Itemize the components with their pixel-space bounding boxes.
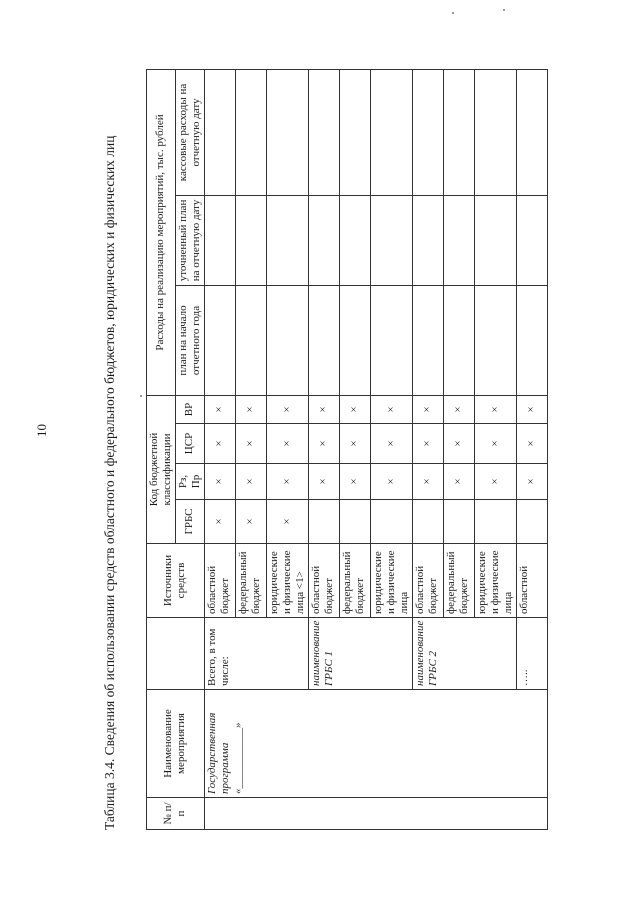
cell-csr: × bbox=[339, 424, 370, 464]
cell-vr: × bbox=[412, 395, 443, 423]
expenditure-table bbox=[146, 69, 548, 830]
cell-csr: × bbox=[204, 424, 235, 464]
cell-plan-start bbox=[266, 285, 308, 395]
scan-speck bbox=[452, 12, 454, 14]
cell-rzpr: × bbox=[443, 464, 474, 500]
cell-rzpr: × bbox=[204, 464, 235, 500]
cell-vr: × bbox=[266, 395, 308, 423]
cell-plan-refined bbox=[308, 195, 339, 285]
cell-source: юридические и физические лица bbox=[370, 544, 412, 618]
header-expenses-group: Расходы на реализацию мероприятий, тыс. рублей bbox=[147, 69, 176, 395]
cell-grbs bbox=[339, 500, 370, 544]
cell-rzpr: × bbox=[308, 464, 339, 500]
cell-cash bbox=[443, 69, 474, 195]
cell-source: федеральный бюджет bbox=[443, 544, 474, 618]
cell-program-name: Государственная программа «___________» bbox=[204, 690, 547, 798]
cell-grbs: × bbox=[204, 500, 235, 544]
cell-cash bbox=[412, 69, 443, 195]
cell-vr: × bbox=[204, 395, 235, 423]
cell-source: федеральный бюджет bbox=[235, 544, 266, 618]
cell-source: областной бюджет bbox=[412, 544, 443, 618]
header-name: Наименование мероприятия bbox=[147, 690, 205, 798]
cell-csr: × bbox=[235, 424, 266, 464]
cell-rzpr: × bbox=[412, 464, 443, 500]
cell-source: областной бюджет bbox=[308, 544, 339, 618]
cell-plan-refined bbox=[412, 195, 443, 285]
cell-source: юридические и физические лица <1> bbox=[266, 544, 308, 618]
header-cash: кассовые расходы на отчетную дату bbox=[175, 69, 204, 195]
cell-group-label: Всего, в том числе: bbox=[204, 618, 308, 690]
cell-plan-refined bbox=[516, 195, 547, 285]
cell-plan-refined bbox=[339, 195, 370, 285]
cell-csr: × bbox=[266, 424, 308, 464]
cell-csr: × bbox=[443, 424, 474, 464]
cell-cash bbox=[474, 69, 516, 195]
header-sources: Источники средств bbox=[147, 544, 205, 618]
cell-plan-refined bbox=[443, 195, 474, 285]
cell-grbs bbox=[370, 500, 412, 544]
cell-plan-refined bbox=[266, 195, 308, 285]
cell-plan-refined bbox=[370, 195, 412, 285]
header-grbs: ГРБС bbox=[175, 500, 204, 544]
cell-csr: × bbox=[370, 424, 412, 464]
cell-csr: × bbox=[308, 424, 339, 464]
table-row bbox=[204, 69, 235, 829]
header-code-group: Код бюджетной классификации bbox=[147, 395, 176, 543]
cell-plan-start bbox=[516, 285, 547, 395]
cell-grbs: × bbox=[235, 500, 266, 544]
cell-rzpr: × bbox=[266, 464, 308, 500]
cell-vr: × bbox=[339, 395, 370, 423]
cell-group-label: ….. bbox=[516, 618, 547, 690]
cell-cash bbox=[370, 69, 412, 195]
cell-plan-start bbox=[412, 285, 443, 395]
cell-cash bbox=[266, 69, 308, 195]
cell-num bbox=[204, 798, 547, 830]
cell-vr: × bbox=[370, 395, 412, 423]
cell-source: юридические и физические лица bbox=[474, 544, 516, 618]
page-number: 10 bbox=[34, 424, 49, 437]
cell-plan-start bbox=[443, 285, 474, 395]
cell-plan-refined bbox=[474, 195, 516, 285]
header-num: № п/п bbox=[147, 798, 205, 830]
cell-plan-start bbox=[339, 285, 370, 395]
cell-vr: × bbox=[235, 395, 266, 423]
cell-vr: × bbox=[308, 395, 339, 423]
header-csr: ЦСР bbox=[175, 424, 204, 464]
header-plan-refined: уточненный план на отчетную дату bbox=[175, 195, 204, 285]
cell-rzpr: × bbox=[235, 464, 266, 500]
cell-cash bbox=[516, 69, 547, 195]
cell-grbs bbox=[516, 500, 547, 544]
cell-group-label: наименование ГРБС 1 bbox=[308, 618, 412, 690]
cell-plan-refined bbox=[204, 195, 235, 285]
header-plan-start: план на начало отчетного года bbox=[175, 285, 204, 395]
cell-grbs bbox=[412, 500, 443, 544]
cell-rzpr: × bbox=[516, 464, 547, 500]
cell-group-label: наименование ГРБС 2 bbox=[412, 618, 516, 690]
cell-plan-start bbox=[235, 285, 266, 395]
cell-cash bbox=[204, 69, 235, 195]
cell-source: областной bbox=[516, 544, 547, 618]
cell-csr: × bbox=[474, 424, 516, 464]
cell-plan-refined bbox=[235, 195, 266, 285]
cell-cash bbox=[339, 69, 370, 195]
header-rzpr: Рз, Пр bbox=[175, 464, 204, 500]
scan-speck bbox=[140, 395, 142, 397]
cell-vr: × bbox=[516, 395, 547, 423]
cell-rzpr: × bbox=[474, 464, 516, 500]
cell-plan-start bbox=[370, 285, 412, 395]
cell-csr: × bbox=[412, 424, 443, 464]
cell-cash bbox=[308, 69, 339, 195]
cell-plan-start bbox=[474, 285, 516, 395]
rotated-page-content bbox=[100, 70, 570, 830]
cell-grbs bbox=[474, 500, 516, 544]
cell-grbs: × bbox=[266, 500, 308, 544]
header-group-blank bbox=[147, 618, 205, 690]
cell-csr: × bbox=[516, 424, 547, 464]
scan-speck bbox=[503, 9, 505, 11]
cell-vr: × bbox=[474, 395, 516, 423]
header-vr: ВР bbox=[175, 395, 204, 423]
cell-plan-start bbox=[308, 285, 339, 395]
cell-plan-start bbox=[204, 285, 235, 395]
cell-rzpr: × bbox=[370, 464, 412, 500]
cell-source: областной бюджет bbox=[204, 544, 235, 618]
cell-vr: × bbox=[443, 395, 474, 423]
cell-grbs bbox=[308, 500, 339, 544]
cell-rzpr: × bbox=[339, 464, 370, 500]
cell-grbs bbox=[443, 500, 474, 544]
cell-source: федеральный бюджет bbox=[339, 544, 370, 618]
cell-cash bbox=[235, 69, 266, 195]
table-caption: Таблица 3.4. Сведения об использовании средств областного и федерального бюджетов, юридических и физических лиц bbox=[102, 135, 117, 830]
table-body bbox=[204, 69, 547, 829]
